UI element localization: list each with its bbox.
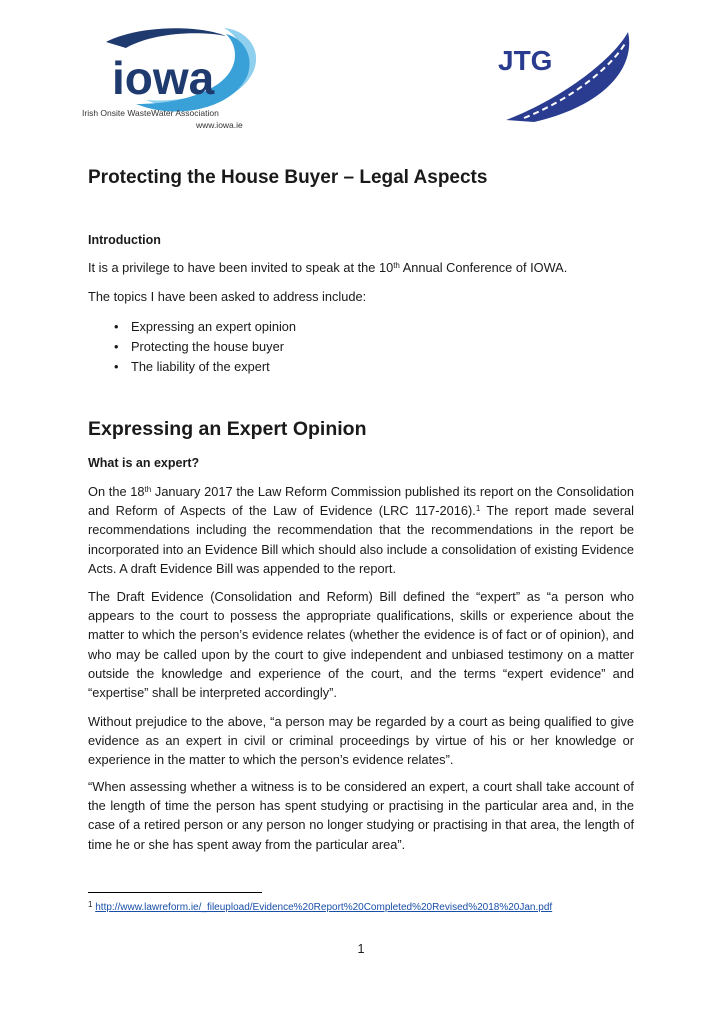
list-item: • The liability of the expert (114, 359, 270, 374)
iowa-wordmark: iowa (112, 52, 215, 104)
topics-list (114, 317, 296, 377)
introduction-paragraph-1: It is a privilege to have been invited to speak at the 10th Annual Conference of IOWA. (88, 260, 568, 275)
jtg-logo (494, 28, 644, 124)
document-title: Protecting the House Buyer – Legal Aspects (88, 167, 488, 188)
list-item: • Protecting the house buyer (114, 339, 284, 354)
paragraph-expert-definition: The Draft Evidence (Consolidation and Reform) Bill defined the “expert” as “a person who appears to the court to possess the appropriate qualifications, skills or experience about the matter to which the person’s evidence relates (whether the evidence is of fact or of opinion), and who may be called upon by the court to give independent and unbiased testimony on a matter outside the knowledge and experience of the court, and the terms “expert evidence” and “expertise” shall be interpreted accordingly”. (88, 589, 634, 701)
paragraph-qualified-expert: Without prejudice to the above, “a person may be regarded by a court as being qualified to give evidence as an expert in civil or criminal proceedings by virtue of his or her knowledge or experience in the matter to which the person’s evidence relates”. (88, 714, 634, 768)
section-subheading: What is an expert? (88, 456, 200, 470)
footnote-divider (88, 892, 262, 893)
jtg-wordmark: JTG (498, 45, 553, 76)
paragraph-assessment: “When assessing whether a witness is to be considered an expert, a court shall take account of the length of time the person has spent studying or practising in the particular area and, in the case of a retired person or any person no longer studying or practising in that area, the length of time he or she has spent away from the particular area”. (88, 779, 634, 852)
paragraph-lrc-report: On the 18th January 2017 the Law Reform Commission published its report on the Consolidation and Reform of Aspects of the Law of Evidence (LRC 117-2016).$^1$ The report made several recommendations including the recommendation that the recommendations in the report be incorporated into an Evidence Bill which should also include a consolidation of existing Evidence Acts. A draft Evidence Bill was appended to the report. (88, 484, 635, 576)
footnote: $^1$ http://www.lawreform.ie/_fileupload/Evidence%20Report%20Completed%20Revised%2018%20Jan.pdf (88, 900, 553, 913)
iowa-swoosh-dark (106, 28, 226, 48)
page-number: 1 (357, 942, 365, 956)
footnote-reference: 1 (475, 504, 481, 514)
iowa-url: www.iowa.ie (196, 120, 243, 130)
section-heading: Expressing an Expert Opinion (88, 418, 367, 440)
iowa-tagline: Irish Onsite WasteWater Association (82, 108, 219, 118)
list-item: • Expressing an expert opinion (114, 319, 297, 334)
footnote-link[interactable]: http://www.lawreform.ie/_fileupload/Evidence%20Report%20Completed%20Revised%2018%20Jan.pdf (95, 902, 553, 913)
introduction-paragraph-2: The topics I have been asked to address include: (88, 289, 367, 304)
introduction-heading: Introduction (88, 233, 161, 247)
